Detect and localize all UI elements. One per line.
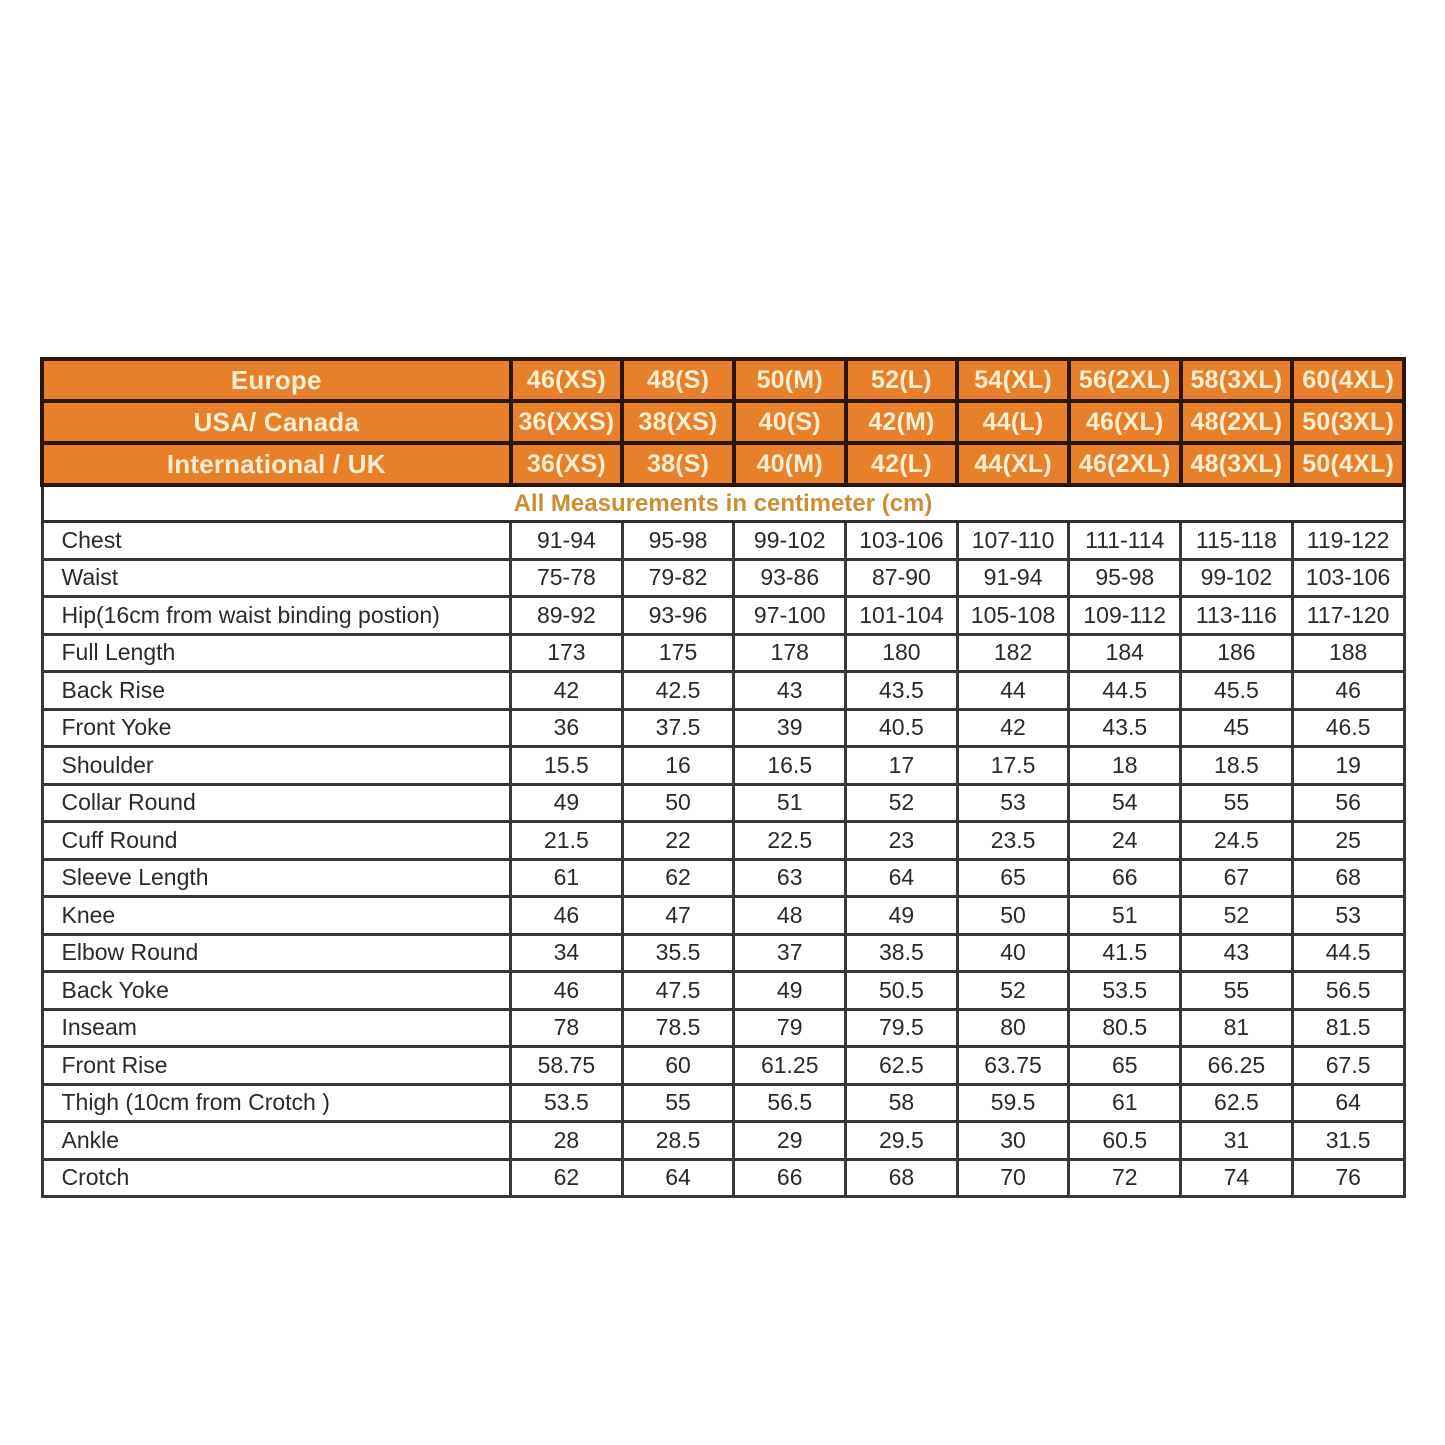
measurement-cell: 53.5	[511, 1084, 623, 1122]
measurement-cell: 39	[734, 709, 846, 747]
measurement-row	[42, 597, 1404, 635]
measurement-cell: 186	[1181, 634, 1293, 672]
size-cell: 56(2XL)	[1069, 359, 1181, 401]
measurement-cell: 67	[1181, 859, 1293, 897]
measurement-cell: 16.5	[734, 747, 846, 785]
measurement-label: Front Yoke	[42, 709, 511, 747]
measurement-cell: 17.5	[957, 747, 1069, 785]
measurement-cell: 46.5	[1292, 709, 1404, 747]
size-cell: 36(XS)	[511, 443, 623, 485]
measurement-cell: 89-92	[511, 597, 623, 635]
size-cell: 48(S)	[622, 359, 734, 401]
measurement-label: Waist	[42, 559, 511, 597]
measurement-cell: 24	[1069, 822, 1181, 860]
measurement-row	[42, 1047, 1404, 1085]
measurement-cell: 29	[734, 1122, 846, 1160]
measurement-cell: 51	[1069, 897, 1181, 935]
measurement-cell: 75-78	[511, 559, 623, 597]
measurement-cell: 42	[511, 672, 623, 710]
measurement-cell: 76	[1292, 1159, 1404, 1197]
measurement-row	[42, 1159, 1404, 1197]
measurement-cell: 64	[622, 1159, 734, 1197]
measurement-cell: 43	[734, 672, 846, 710]
measurement-cell: 46	[511, 897, 623, 935]
measurement-row	[42, 559, 1404, 597]
measurement-row	[42, 897, 1404, 935]
measurement-cell: 78.5	[622, 1009, 734, 1047]
measurement-cell: 21.5	[511, 822, 623, 860]
measurement-row	[42, 747, 1404, 785]
size-cell: 36(XXS)	[511, 401, 623, 443]
measurement-cell: 62	[511, 1159, 623, 1197]
size-cell: 50(M)	[734, 359, 846, 401]
measurement-cell: 175	[622, 634, 734, 672]
measurement-label: Hip(16cm from waist binding postion)	[42, 597, 511, 635]
measurement-row	[42, 1084, 1404, 1122]
size-system-label: International / UK	[42, 443, 511, 485]
size-cell: 42(L)	[846, 443, 958, 485]
measurement-cell: 58	[846, 1084, 958, 1122]
measurement-cell: 50.5	[846, 972, 958, 1010]
measurement-cell: 109-112	[1069, 597, 1181, 635]
measurement-cell: 42.5	[622, 672, 734, 710]
measurement-label: Full Length	[42, 634, 511, 672]
measurement-cell: 46	[511, 972, 623, 1010]
measurement-cell: 55	[622, 1084, 734, 1122]
measurement-cell: 49	[846, 897, 958, 935]
measurement-cell: 66.25	[1181, 1047, 1293, 1085]
measurement-cell: 79-82	[622, 559, 734, 597]
measurement-cell: 62	[622, 859, 734, 897]
measurement-cell: 117-120	[1292, 597, 1404, 635]
measurement-cell: 103-106	[1292, 559, 1404, 597]
measurement-cell: 47.5	[622, 972, 734, 1010]
measurement-row	[42, 934, 1404, 972]
unit-note-row	[42, 485, 1404, 522]
measurement-label: Collar Round	[42, 784, 511, 822]
measurement-label: Elbow Round	[42, 934, 511, 972]
measurement-cell: 24.5	[1181, 822, 1293, 860]
measurement-cell: 62.5	[846, 1047, 958, 1085]
size-cell: 54(XL)	[957, 359, 1069, 401]
size-system-label: Europe	[42, 359, 511, 401]
measurement-cell: 101-104	[846, 597, 958, 635]
measurement-cell: 56.5	[734, 1084, 846, 1122]
measurement-cell: 60	[622, 1047, 734, 1085]
measurement-cell: 22	[622, 822, 734, 860]
measurement-cell: 80	[957, 1009, 1069, 1047]
size-chart-container	[40, 357, 1406, 1198]
measurement-cell: 115-118	[1181, 522, 1293, 560]
measurement-row	[42, 709, 1404, 747]
measurement-cell: 43	[1181, 934, 1293, 972]
measurement-cell: 41.5	[1069, 934, 1181, 972]
measurement-label: Cuff Round	[42, 822, 511, 860]
measurement-cell: 95-98	[1069, 559, 1181, 597]
measurement-cell: 180	[846, 634, 958, 672]
measurement-cell: 55	[1181, 784, 1293, 822]
measurement-cell: 93-86	[734, 559, 846, 597]
measurement-cell: 54	[1069, 784, 1181, 822]
measurement-cell: 53	[957, 784, 1069, 822]
size-cell: 52(L)	[846, 359, 958, 401]
size-cell: 58(3XL)	[1181, 359, 1293, 401]
measurement-cell: 16	[622, 747, 734, 785]
measurement-cell: 37.5	[622, 709, 734, 747]
measurement-cell: 17	[846, 747, 958, 785]
measurement-cell: 67.5	[1292, 1047, 1404, 1085]
measurement-row	[42, 1009, 1404, 1047]
size-chart-table	[40, 357, 1406, 1198]
size-cell: 60(4XL)	[1292, 359, 1404, 401]
measurement-cell: 178	[734, 634, 846, 672]
measurement-cell: 30	[957, 1122, 1069, 1160]
measurement-cell: 64	[1292, 1084, 1404, 1122]
measurement-label: Sleeve Length	[42, 859, 511, 897]
measurement-cell: 49	[734, 972, 846, 1010]
measurement-cell: 43.5	[846, 672, 958, 710]
size-cell: 40(S)	[734, 401, 846, 443]
measurement-cell: 79.5	[846, 1009, 958, 1047]
measurement-label: Knee	[42, 897, 511, 935]
measurement-cell: 45	[1181, 709, 1293, 747]
measurement-cell: 62.5	[1181, 1084, 1293, 1122]
measurement-cell: 65	[957, 859, 1069, 897]
measurement-cell: 53.5	[1069, 972, 1181, 1010]
measurement-cell: 91-94	[957, 559, 1069, 597]
measurement-cell: 25	[1292, 822, 1404, 860]
measurement-cell: 105-108	[957, 597, 1069, 635]
measurement-cell: 59.5	[957, 1084, 1069, 1122]
measurement-cell: 80.5	[1069, 1009, 1181, 1047]
measurement-cell: 70	[957, 1159, 1069, 1197]
measurement-cell: 46	[1292, 672, 1404, 710]
measurement-cell: 61	[1069, 1084, 1181, 1122]
measurement-label: Shoulder	[42, 747, 511, 785]
measurement-cell: 48	[734, 897, 846, 935]
measurement-cell: 72	[1069, 1159, 1181, 1197]
measurement-cell: 42	[957, 709, 1069, 747]
measurement-cell: 81.5	[1292, 1009, 1404, 1047]
measurement-row	[42, 784, 1404, 822]
measurement-label: Chest	[42, 522, 511, 560]
measurement-cell: 28	[511, 1122, 623, 1160]
measurement-cell: 31.5	[1292, 1122, 1404, 1160]
measurement-cell: 22.5	[734, 822, 846, 860]
measurement-cell: 182	[957, 634, 1069, 672]
measurement-row	[42, 972, 1404, 1010]
measurement-row	[42, 522, 1404, 560]
measurement-cell: 36	[511, 709, 623, 747]
measurement-cell: 111-114	[1069, 522, 1181, 560]
measurement-cell: 66	[734, 1159, 846, 1197]
size-system-row	[42, 359, 1404, 401]
measurement-cell: 52	[957, 972, 1069, 1010]
size-cell: 46(XS)	[511, 359, 623, 401]
measurement-label: Inseam	[42, 1009, 511, 1047]
measurement-cell: 40	[957, 934, 1069, 972]
measurement-cell: 29.5	[846, 1122, 958, 1160]
measurement-cell: 43.5	[1069, 709, 1181, 747]
measurement-cell: 91-94	[511, 522, 623, 560]
measurement-cell: 79	[734, 1009, 846, 1047]
measurement-cell: 103-106	[846, 522, 958, 560]
measurement-cell: 49	[511, 784, 623, 822]
measurement-cell: 44	[957, 672, 1069, 710]
measurement-cell: 63.75	[957, 1047, 1069, 1085]
measurement-cell: 81	[1181, 1009, 1293, 1047]
measurement-cell: 53	[1292, 897, 1404, 935]
measurement-cell: 60.5	[1069, 1122, 1181, 1160]
measurement-cell: 173	[511, 634, 623, 672]
measurement-cell: 56	[1292, 784, 1404, 822]
measurement-cell: 99-102	[1181, 559, 1293, 597]
size-cell: 42(M)	[846, 401, 958, 443]
measurement-row	[42, 859, 1404, 897]
measurement-cell: 23	[846, 822, 958, 860]
measurement-cell: 18.5	[1181, 747, 1293, 785]
measurement-cell: 15.5	[511, 747, 623, 785]
measurement-cell: 78	[511, 1009, 623, 1047]
measurement-row	[42, 1122, 1404, 1160]
measurement-cell: 68	[846, 1159, 958, 1197]
measurement-cell: 51	[734, 784, 846, 822]
measurement-label: Back Rise	[42, 672, 511, 710]
measurement-cell: 52	[1181, 897, 1293, 935]
measurement-cell: 64	[846, 859, 958, 897]
measurement-cell: 47	[622, 897, 734, 935]
measurement-cell: 56.5	[1292, 972, 1404, 1010]
size-cell: 48(2XL)	[1181, 401, 1293, 443]
size-cell: 38(S)	[622, 443, 734, 485]
measurement-cell: 38.5	[846, 934, 958, 972]
size-cell: 44(L)	[957, 401, 1069, 443]
measurement-cell: 119-122	[1292, 522, 1404, 560]
measurement-cell: 28.5	[622, 1122, 734, 1160]
size-cell: 40(M)	[734, 443, 846, 485]
measurement-cell: 19	[1292, 747, 1404, 785]
measurement-cell: 99-102	[734, 522, 846, 560]
measurement-label: Ankle	[42, 1122, 511, 1160]
measurement-cell: 58.75	[511, 1047, 623, 1085]
measurement-cell: 87-90	[846, 559, 958, 597]
measurement-cell: 23.5	[957, 822, 1069, 860]
measurement-cell: 188	[1292, 634, 1404, 672]
measurement-cell: 184	[1069, 634, 1181, 672]
measurement-cell: 113-116	[1181, 597, 1293, 635]
measurement-row	[42, 672, 1404, 710]
measurement-cell: 45.5	[1181, 672, 1293, 710]
measurement-label: Front Rise	[42, 1047, 511, 1085]
measurement-cell: 52	[846, 784, 958, 822]
measurement-cell: 44.5	[1069, 672, 1181, 710]
measurement-cell: 37	[734, 934, 846, 972]
size-system-row	[42, 443, 1404, 485]
size-cell: 46(XL)	[1069, 401, 1181, 443]
measurement-cell: 61.25	[734, 1047, 846, 1085]
size-cell: 50(4XL)	[1292, 443, 1404, 485]
measurement-row	[42, 634, 1404, 672]
size-system-row	[42, 401, 1404, 443]
size-cell: 48(3XL)	[1181, 443, 1293, 485]
size-cell: 50(3XL)	[1292, 401, 1404, 443]
measurement-cell: 63	[734, 859, 846, 897]
measurement-cell: 18	[1069, 747, 1181, 785]
measurement-cell: 107-110	[957, 522, 1069, 560]
measurement-cell: 55	[1181, 972, 1293, 1010]
measurement-cell: 97-100	[734, 597, 846, 635]
measurement-cell: 50	[957, 897, 1069, 935]
measurement-cell: 44.5	[1292, 934, 1404, 972]
size-cell: 38(XS)	[622, 401, 734, 443]
measurement-cell: 50	[622, 784, 734, 822]
measurement-cell: 61	[511, 859, 623, 897]
measurement-cell: 95-98	[622, 522, 734, 560]
measurement-cell: 66	[1069, 859, 1181, 897]
measurement-cell: 65	[1069, 1047, 1181, 1085]
measurement-cell: 31	[1181, 1122, 1293, 1160]
size-system-label: USA/ Canada	[42, 401, 511, 443]
measurement-label: Crotch	[42, 1159, 511, 1197]
measurement-label: Back Yoke	[42, 972, 511, 1010]
measurement-cell: 68	[1292, 859, 1404, 897]
unit-note-text: All Measurements in centimeter (cm)	[42, 485, 1404, 522]
measurement-cell: 34	[511, 934, 623, 972]
measurement-cell: 74	[1181, 1159, 1293, 1197]
size-cell: 46(2XL)	[1069, 443, 1181, 485]
measurement-cell: 35.5	[622, 934, 734, 972]
measurement-cell: 93-96	[622, 597, 734, 635]
measurement-label: Thigh (10cm from Crotch )	[42, 1084, 511, 1122]
size-cell: 44(XL)	[957, 443, 1069, 485]
measurement-cell: 40.5	[846, 709, 958, 747]
measurement-row	[42, 822, 1404, 860]
